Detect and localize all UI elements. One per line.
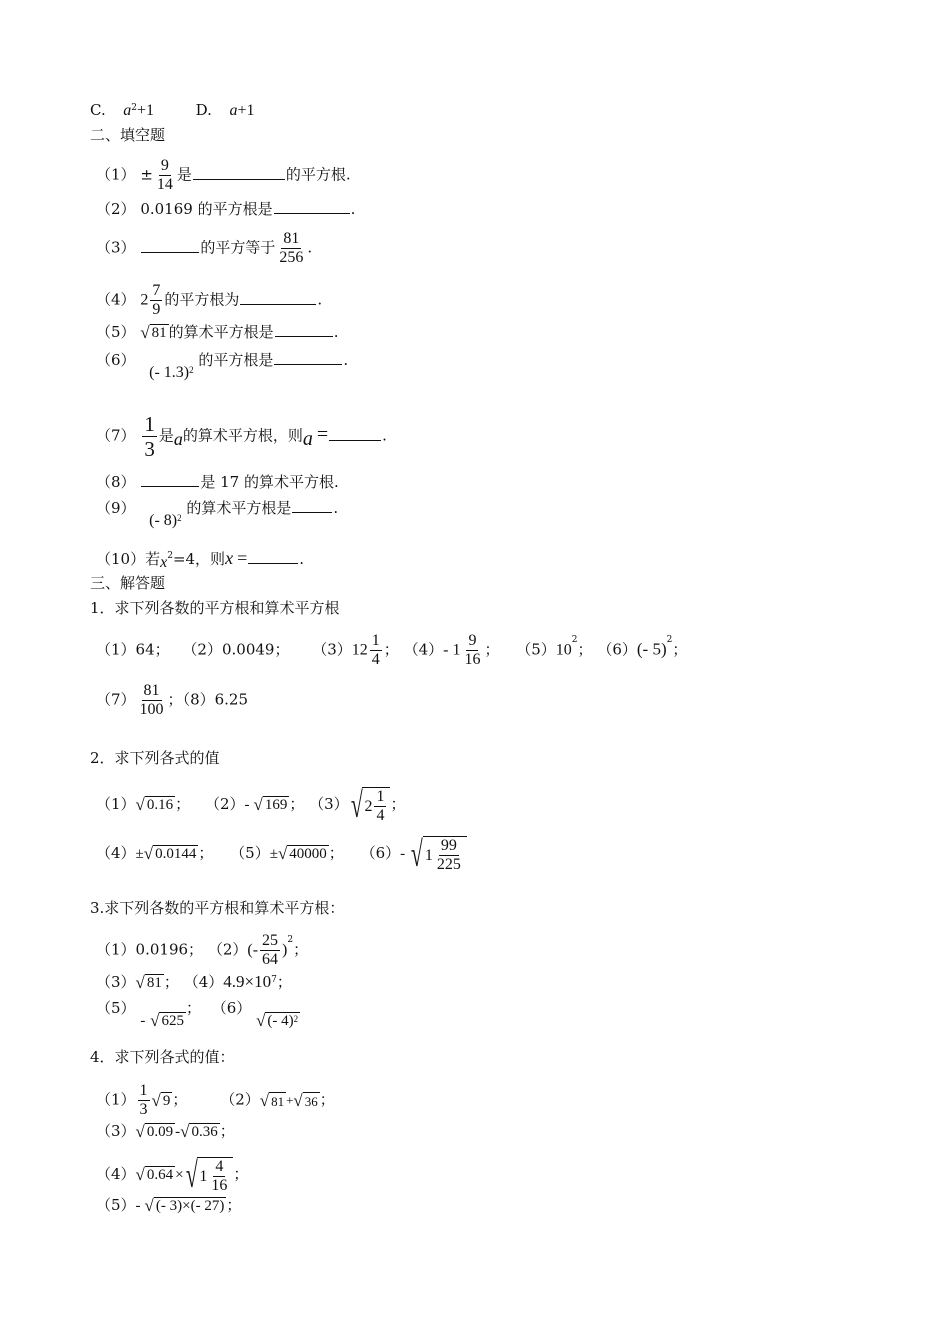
q1-label: （1） <box>96 165 136 184</box>
p2-b2-rad: 169 <box>264 797 288 813</box>
p3-sc: ； <box>185 999 201 1017</box>
q7-var2: a <box>302 427 313 450</box>
p4-d2-label: （2） <box>220 1090 260 1109</box>
q2-blank[interactable] <box>274 199 350 214</box>
q4-t2: . <box>317 290 323 309</box>
problem-4-row-2 <box>96 1121 235 1142</box>
q6-t1: 的平方根是 <box>198 351 274 369</box>
q6-blank[interactable] <box>274 350 342 365</box>
p1-a1: （1）64； <box>96 640 170 659</box>
sqrt-icon: √ <box>135 1165 145 1184</box>
p2-b1-rad: 0.16 <box>146 797 174 813</box>
p1-a8: （8）6.25 <box>182 690 249 709</box>
p2-b5-pm: ± <box>269 846 278 862</box>
p2-b2-label: （2） <box>204 795 245 813</box>
p3-c2-exp: 2 <box>287 935 294 945</box>
p4-d3-sqrt-2 <box>180 1123 220 1141</box>
choice-c-base: a <box>123 102 132 119</box>
p3-c5-expr <box>140 1011 186 1029</box>
p1-sc: ； <box>167 690 183 709</box>
p3-c6-label: （6） <box>211 999 252 1017</box>
p4-d2-rad2: 36 <box>304 1093 318 1109</box>
q7-eq: = <box>316 423 329 446</box>
q8-blank[interactable] <box>141 472 199 487</box>
p1-a5-label: （5） <box>516 640 556 659</box>
q2-t2: . <box>350 200 356 218</box>
p3-c2-fraction <box>260 932 280 969</box>
q3-fraction <box>277 230 305 267</box>
choice-d-base: a <box>229 102 238 119</box>
sqrt-icon: √ <box>350 785 363 825</box>
sqrt-icon: √ <box>256 1011 266 1030</box>
fill-q10 <box>96 548 304 570</box>
q1-den: 14 <box>156 176 173 193</box>
q9-label: （9） <box>96 499 136 517</box>
p3-c3-rad: 81 <box>146 975 162 991</box>
p3-c2-den: 64 <box>262 951 279 968</box>
p1-sc: ； <box>484 640 500 659</box>
problem-2-row-1 <box>96 785 405 825</box>
p2-b3-num: 1 <box>376 788 385 805</box>
p4-sc: ； <box>219 1122 235 1140</box>
problem-1-row-2 <box>96 682 248 719</box>
sqrt-icon: √ <box>135 1122 145 1141</box>
q7-var: a <box>173 428 183 449</box>
q9-expr <box>149 512 181 529</box>
q7-t1: 是 <box>158 426 174 445</box>
p1-a7-den: 100 <box>139 701 164 718</box>
q4-num: 7 <box>152 282 161 299</box>
p2-b5-rad: 40000 <box>289 846 327 862</box>
p4-d1-num: 1 <box>139 1082 148 1099</box>
q3-num: 81 <box>283 230 300 247</box>
p4-d4-fraction <box>209 1158 229 1195</box>
problem-4-row-1 <box>96 1082 335 1119</box>
p4-d3-rad1: 0.09 <box>146 1124 174 1140</box>
p2-sc: ； <box>390 795 406 813</box>
problem-3-row-2 <box>96 972 292 992</box>
p4-d4-den: 16 <box>211 1177 228 1194</box>
sqrt-icon: √ <box>185 1155 198 1195</box>
p2-b6-neg: - <box>400 846 406 862</box>
p2-b6-sqrt <box>409 834 467 874</box>
p3-c6-body <box>265 1012 300 1030</box>
p3-sc: ； <box>276 973 292 991</box>
q9-expr-text: (- 8) <box>149 512 178 529</box>
p3-c4-label: （4） <box>183 973 224 991</box>
fill-q7 <box>96 412 387 461</box>
fill-q8 <box>96 472 339 492</box>
p2-sc: ； <box>198 844 214 862</box>
q5-sqrt <box>140 324 168 342</box>
p1-a5-base: 10 <box>555 641 572 659</box>
q4-whole: 2 <box>140 291 149 309</box>
p2-b4-label: （4） <box>96 844 136 862</box>
p4-d4-whole: 1 <box>199 1167 208 1185</box>
problem-4-row-4 <box>96 1195 241 1216</box>
q10-t1: =4，则 <box>172 550 226 568</box>
q7-t2: 的算术平方根，则 <box>182 426 303 445</box>
p1-a3-num: 1 <box>371 632 380 649</box>
p1-a4-num: 9 <box>468 632 477 649</box>
problem-2-title: 2．求下列各式的值 <box>90 749 220 767</box>
p4-d2-plus: + <box>286 1092 294 1108</box>
fill-q5 <box>96 322 338 342</box>
p4-d1-fraction <box>138 1082 150 1119</box>
q4-blank[interactable] <box>240 290 316 305</box>
p1-sc: ； <box>383 640 399 659</box>
fill-q4 <box>96 282 322 319</box>
fill-q6 <box>96 350 349 381</box>
q7-num: 1 <box>144 412 155 436</box>
p1-a2: （2）0.0049； <box>182 640 290 659</box>
p1-a6-exp: 2 <box>666 635 673 645</box>
p2-b6-body <box>423 836 467 874</box>
section-2-title: 二、填空题 <box>90 126 166 144</box>
problem-3-row-3 <box>96 998 300 1030</box>
p2-b5-sqrt <box>278 845 329 863</box>
q10-exp: 2 <box>167 551 173 561</box>
q1-fraction <box>155 157 175 194</box>
p4-sc: ； <box>226 1196 242 1214</box>
p4-d5-label: （5） <box>96 1196 136 1214</box>
q4-den: 9 <box>152 301 161 318</box>
p3-c4-exp: 7 <box>271 975 277 985</box>
p4-d3-minus: - <box>175 1124 181 1140</box>
p4-d3-label: （3） <box>96 1122 136 1140</box>
p4-d3-sqrt-1 <box>136 1123 176 1141</box>
choice-c-exp: 2 <box>131 103 138 113</box>
sqrt-icon: √ <box>277 844 288 863</box>
q8-t2: . <box>333 473 339 491</box>
p4-d5-neg: - <box>135 1198 141 1214</box>
p2-b1-sqrt <box>136 796 176 814</box>
q8-t1: 是 17 的算术平方根 <box>200 473 334 491</box>
p4-d4-num: 4 <box>215 1158 224 1175</box>
sqrt-icon: √ <box>135 973 145 992</box>
q3-t1: 的平方等于 <box>200 238 276 257</box>
p2-b2-sqrt <box>253 796 289 814</box>
p4-d4-body <box>197 1157 233 1195</box>
q7-t3: . <box>382 426 387 445</box>
p1-a7-num: 81 <box>143 682 160 699</box>
sqrt-icon: √ <box>150 1011 160 1030</box>
p4-sc: ； <box>233 1165 249 1183</box>
p2-b4-sqrt <box>144 845 199 863</box>
q3-den: 256 <box>279 249 304 266</box>
fill-q2 <box>96 199 355 219</box>
q2-t1: 0.0169 的平方根是 <box>140 200 273 218</box>
p4-d1-label: （1） <box>96 1090 136 1109</box>
sqrt-icon: √ <box>411 834 423 874</box>
q1-pm: ± <box>140 165 153 184</box>
p3-c6-rad: (- 4) <box>267 1013 294 1029</box>
p2-b4-pm: ± <box>135 846 144 862</box>
q6-expr-text: (- 1.3) <box>149 364 190 381</box>
q5-blank[interactable] <box>275 322 333 337</box>
fill-q1 <box>96 157 351 194</box>
p3-c2-open: (- <box>247 941 259 959</box>
q6-expr <box>149 364 193 381</box>
p2-b6-whole: 1 <box>424 846 433 864</box>
p4-d1-sqrt <box>152 1092 173 1110</box>
p3-c3-label: （3） <box>96 973 136 991</box>
choice-c-label: C. <box>90 101 106 119</box>
choice-d-label: D. <box>195 101 212 119</box>
p4-d3-rad2: 0.36 <box>191 1124 218 1140</box>
q6-label: （6） <box>96 351 136 369</box>
q3-blank[interactable] <box>141 238 199 253</box>
p2-sc: ； <box>175 795 191 813</box>
fill-q3 <box>96 230 312 267</box>
p2-b3-whole: 2 <box>364 797 373 815</box>
q5-radicand: 81 <box>151 325 167 341</box>
p3-sc: ； <box>163 973 179 991</box>
p2-b1-label: （1） <box>96 795 136 813</box>
sqrt-icon: √ <box>143 844 154 863</box>
choice-d-rest: +1 <box>237 102 255 119</box>
p2-sc: ； <box>289 795 305 813</box>
problem-3-row-1 <box>96 932 308 969</box>
q9-t1: 的算术平方根是 <box>186 499 292 517</box>
p1-a4-den: 16 <box>464 651 481 668</box>
q5-label: （5） <box>96 323 136 341</box>
p3-c4-val: 4.9×10 <box>223 972 272 991</box>
p4-sc: ； <box>172 1090 188 1109</box>
p4-d4-rad1: 0.64 <box>146 1167 174 1183</box>
p4-d4-sqrt-1 <box>136 1166 176 1184</box>
p4-d5-sqrt <box>145 1197 227 1215</box>
p1-a6-label: （6） <box>597 640 637 659</box>
q10-var2: x <box>225 548 234 568</box>
choice-c-rest: +1 <box>137 102 155 119</box>
problem-4-row-3 <box>96 1155 248 1195</box>
q7-blank[interactable] <box>329 426 381 441</box>
q9-t2: . <box>333 499 339 517</box>
q1-blank[interactable] <box>193 165 285 180</box>
p4-d1-den: 3 <box>139 1101 148 1118</box>
p4-d4-label: （4） <box>96 1165 136 1183</box>
p3-c5-label: （5） <box>96 999 136 1017</box>
p2-b3-den: 4 <box>376 807 385 824</box>
sqrt-icon: √ <box>253 795 263 814</box>
q6-t2: . <box>343 351 349 369</box>
p2-b3-body <box>362 787 390 825</box>
p2-b2-neg: - <box>244 797 250 813</box>
p1-a5-exp: 2 <box>571 635 578 645</box>
problem-1-row-1 <box>96 632 687 669</box>
p4-d2-sqrt-1 <box>260 1092 286 1110</box>
p3-c1: （1）0.0196； <box>96 940 204 959</box>
p4-d5-rad: (- 3)×(- 27) <box>155 1198 225 1214</box>
p3-c5-sqrt <box>150 1012 186 1030</box>
problem-4-title: 4．求下列各式的值： <box>90 1048 235 1066</box>
q7-fraction <box>142 412 157 461</box>
p2-b6-fraction <box>435 837 463 874</box>
q4-fraction <box>150 282 162 319</box>
problem-2-row-2 <box>96 834 467 874</box>
p1-a4-neg: - 1 <box>443 641 461 659</box>
p3-c3-sqrt <box>136 974 164 992</box>
q3-label: （3） <box>96 238 136 257</box>
p1-a3-whole: 12 <box>351 641 368 659</box>
p1-a3-den: 4 <box>371 651 380 668</box>
q5-t2: . <box>333 323 339 341</box>
q9-exp: 2 <box>177 513 182 523</box>
p1-a3-label: （3） <box>312 640 352 659</box>
p3-c5-rad: 625 <box>161 1013 184 1029</box>
q4-t1: 的平方根为 <box>164 290 240 309</box>
p2-b3-sqrt <box>349 785 391 825</box>
p4-d4-times: × <box>175 1167 184 1183</box>
p3-c2-close: ) <box>282 941 288 959</box>
sqrt-icon: √ <box>180 1122 190 1141</box>
problem-3-title: 3.求下列各数的平方根和算术平方根： <box>90 899 345 917</box>
sqrt-icon: √ <box>259 1090 270 1110</box>
q10-var: x <box>160 554 168 571</box>
p4-sc: ； <box>319 1090 335 1109</box>
sqrt-icon: √ <box>151 1090 161 1110</box>
fill-q9 <box>96 498 339 529</box>
p2-b6-den: 225 <box>436 856 461 873</box>
p4-d2-sqrt-2 <box>293 1092 319 1110</box>
q8-label: （8） <box>96 473 136 491</box>
q9-blank[interactable] <box>292 498 332 513</box>
q10-label: （10）若 <box>96 550 161 568</box>
q10-eq: = <box>237 548 248 568</box>
problem-1-title: 1．求下列各数的平方根和算术平方根 <box>90 599 340 617</box>
p2-b3-label: （3） <box>309 795 349 813</box>
p4-d1-rad: 9 <box>162 1092 171 1109</box>
p2-b4-rad: 0.0144 <box>155 846 197 862</box>
q4-label: （4） <box>96 290 136 309</box>
p3-sc: ； <box>293 940 309 959</box>
p1-sc: ； <box>577 640 593 659</box>
p4-d4-sqrt-2 <box>184 1155 234 1195</box>
p2-b6-label: （6） <box>360 844 401 862</box>
section-3-title: 三、解答题 <box>90 574 166 592</box>
q10-t2: . <box>299 550 304 568</box>
p3-c6-exp: 2 <box>293 1014 299 1024</box>
p1-a6-expr: (- 5) <box>636 639 667 659</box>
choice-line <box>90 100 254 121</box>
p2-b6-num: 99 <box>440 837 457 854</box>
p3-c5-neg: - <box>140 1013 146 1029</box>
p3-c2-num: 25 <box>262 932 279 949</box>
q2-label: （2） <box>96 200 136 218</box>
p2-sc: ； <box>328 844 344 862</box>
q7-label: （7） <box>96 426 136 445</box>
q1-t2: 的平方根. <box>285 165 351 184</box>
p4-d2-rad1: 81 <box>271 1093 285 1109</box>
p1-a7-label: （7） <box>96 690 136 709</box>
p1-a7-fraction <box>138 682 166 719</box>
q6-exp: 2 <box>189 365 194 375</box>
p2-b3-fraction <box>374 788 386 825</box>
sqrt-icon: √ <box>144 1196 154 1215</box>
p2-b5-label: （5） <box>230 844 270 862</box>
sqrt-icon: √ <box>293 1090 303 1110</box>
p1-a3-fraction <box>370 632 382 669</box>
q10-blank[interactable] <box>248 549 298 564</box>
p3-c2-label: （2） <box>207 940 248 959</box>
p1-sc: ； <box>672 640 688 659</box>
q5-t1: 的算术平方根是 <box>168 323 274 341</box>
q7-den: 3 <box>144 437 155 461</box>
p3-c6-sqrt <box>256 1012 300 1030</box>
sqrt-icon: √ <box>140 323 150 342</box>
q3-t2: . <box>307 238 313 257</box>
sqrt-icon: √ <box>135 795 145 814</box>
p1-a4-fraction <box>462 632 482 669</box>
p1-a4-label: （4） <box>403 640 444 659</box>
q1-num: 9 <box>160 157 169 174</box>
q1-t1: 是 <box>176 165 192 184</box>
